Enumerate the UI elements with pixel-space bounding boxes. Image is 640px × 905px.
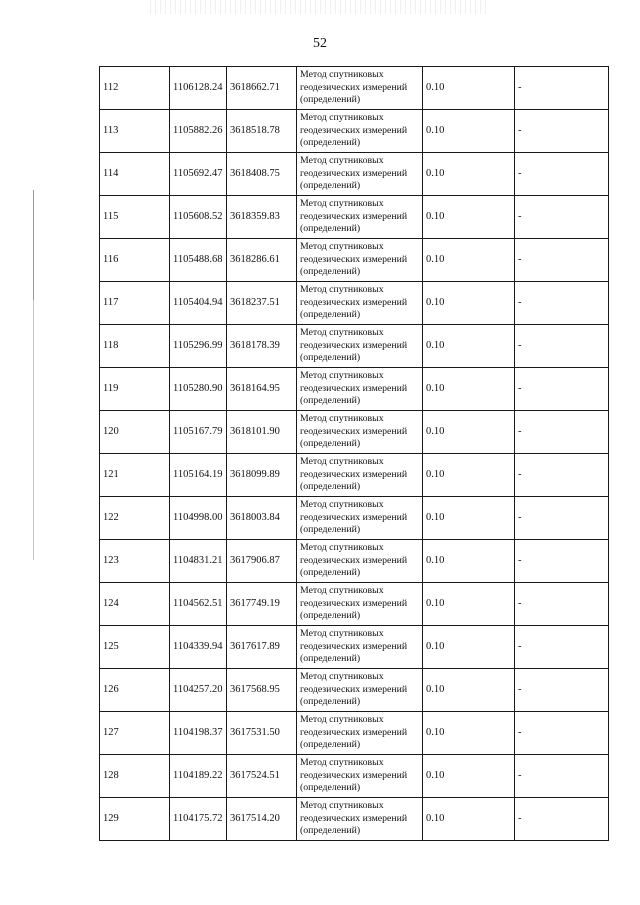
y-coordinate-cell: 3617749.19 [227, 583, 297, 626]
x-coordinate-cell: 1104998.00 [170, 497, 227, 540]
x-coordinate-cell: 1105608.52 [170, 196, 227, 239]
accuracy-cell: 0.10 [423, 110, 515, 153]
accuracy-cell: 0.10 [423, 67, 515, 110]
y-coordinate-cell: 3618359.83 [227, 196, 297, 239]
accuracy-cell: 0.10 [423, 454, 515, 497]
x-coordinate-cell: 1105164.19 [170, 454, 227, 497]
x-coordinate-cell: 1104198.37 [170, 712, 227, 755]
x-coordinate-cell: 1104562.51 [170, 583, 227, 626]
point-number-cell: 121 [100, 454, 170, 497]
y-coordinate-cell: 3618518.78 [227, 110, 297, 153]
method-cell: Метод спутниковых геодезических измерений (определений) [297, 67, 423, 110]
table-row [100, 239, 609, 282]
point-number-cell: 115 [100, 196, 170, 239]
x-coordinate-cell: 1104257.20 [170, 669, 227, 712]
x-coordinate-cell: 1105404.94 [170, 282, 227, 325]
extra-cell: - [515, 411, 609, 454]
method-cell: Метод спутниковых геодезических измерений (определений) [297, 626, 423, 669]
extra-cell: - [515, 497, 609, 540]
y-coordinate-cell: 3618003.84 [227, 497, 297, 540]
table-row [100, 282, 609, 325]
x-coordinate-cell: 1104831.21 [170, 540, 227, 583]
table-row [100, 798, 609, 841]
table-row [100, 540, 609, 583]
method-cell: Метод спутниковых геодезических измерений (определений) [297, 454, 423, 497]
table-row [100, 583, 609, 626]
method-cell: Метод спутниковых геодезических измерений (определений) [297, 755, 423, 798]
y-coordinate-cell: 3618101.90 [227, 411, 297, 454]
y-coordinate-cell: 3618178.39 [227, 325, 297, 368]
table-row [100, 67, 609, 110]
x-coordinate-cell: 1105167.79 [170, 411, 227, 454]
accuracy-cell: 0.10 [423, 325, 515, 368]
extra-cell: - [515, 282, 609, 325]
scan-noise [150, 0, 490, 14]
y-coordinate-cell: 3617524.51 [227, 755, 297, 798]
table-row [100, 325, 609, 368]
extra-cell: - [515, 755, 609, 798]
margin-mark [33, 190, 34, 300]
point-number-cell: 127 [100, 712, 170, 755]
extra-cell: - [515, 454, 609, 497]
x-coordinate-cell: 1105882.26 [170, 110, 227, 153]
accuracy-cell: 0.10 [423, 755, 515, 798]
point-number-cell: 126 [100, 669, 170, 712]
coordinates-table [99, 66, 609, 841]
table-row [100, 368, 609, 411]
table-row [100, 669, 609, 712]
table-row [100, 454, 609, 497]
extra-cell: - [515, 583, 609, 626]
x-coordinate-cell: 1104189.22 [170, 755, 227, 798]
extra-cell: - [515, 325, 609, 368]
table-row [100, 110, 609, 153]
table-row [100, 712, 609, 755]
x-coordinate-cell: 1105280.90 [170, 368, 227, 411]
extra-cell: - [515, 239, 609, 282]
method-cell: Метод спутниковых геодезических измерений (определений) [297, 239, 423, 282]
accuracy-cell: 0.10 [423, 798, 515, 841]
method-cell: Метод спутниковых геодезических измерений (определений) [297, 153, 423, 196]
table-row [100, 755, 609, 798]
method-cell: Метод спутниковых геодезических измерений (определений) [297, 798, 423, 841]
accuracy-cell: 0.10 [423, 669, 515, 712]
extra-cell: - [515, 540, 609, 583]
method-cell: Метод спутниковых геодезических измерений (определений) [297, 669, 423, 712]
point-number-cell: 114 [100, 153, 170, 196]
x-coordinate-cell: 1105488.68 [170, 239, 227, 282]
y-coordinate-cell: 3617617.89 [227, 626, 297, 669]
accuracy-cell: 0.10 [423, 196, 515, 239]
point-number-cell: 122 [100, 497, 170, 540]
table-body [100, 67, 609, 841]
y-coordinate-cell: 3617531.50 [227, 712, 297, 755]
y-coordinate-cell: 3617906.87 [227, 540, 297, 583]
accuracy-cell: 0.10 [423, 540, 515, 583]
y-coordinate-cell: 3618099.89 [227, 454, 297, 497]
x-coordinate-cell: 1106128.24 [170, 67, 227, 110]
accuracy-cell: 0.10 [423, 368, 515, 411]
extra-cell: - [515, 626, 609, 669]
table-row [100, 196, 609, 239]
extra-cell: - [515, 712, 609, 755]
table-row [100, 411, 609, 454]
x-coordinate-cell: 1105692.47 [170, 153, 227, 196]
extra-cell: - [515, 110, 609, 153]
table-row [100, 497, 609, 540]
y-coordinate-cell: 3618286.61 [227, 239, 297, 282]
point-number-cell: 116 [100, 239, 170, 282]
point-number-cell: 123 [100, 540, 170, 583]
point-number-cell: 113 [100, 110, 170, 153]
extra-cell: - [515, 669, 609, 712]
accuracy-cell: 0.10 [423, 712, 515, 755]
method-cell: Метод спутниковых геодезических измерений (определений) [297, 282, 423, 325]
x-coordinate-cell: 1105296.99 [170, 325, 227, 368]
extra-cell: - [515, 67, 609, 110]
extra-cell: - [515, 153, 609, 196]
accuracy-cell: 0.10 [423, 626, 515, 669]
accuracy-cell: 0.10 [423, 497, 515, 540]
method-cell: Метод спутниковых геодезических измерений (определений) [297, 583, 423, 626]
table-row [100, 626, 609, 669]
point-number-cell: 125 [100, 626, 170, 669]
y-coordinate-cell: 3618408.75 [227, 153, 297, 196]
y-coordinate-cell: 3618237.51 [227, 282, 297, 325]
y-coordinate-cell: 3618164.95 [227, 368, 297, 411]
page-number: 52 [313, 36, 327, 51]
point-number-cell: 118 [100, 325, 170, 368]
accuracy-cell: 0.10 [423, 583, 515, 626]
point-number-cell: 119 [100, 368, 170, 411]
method-cell: Метод спутниковых геодезических измерений (определений) [297, 540, 423, 583]
accuracy-cell: 0.10 [423, 239, 515, 282]
point-number-cell: 112 [100, 67, 170, 110]
point-number-cell: 117 [100, 282, 170, 325]
method-cell: Метод спутниковых геодезических измерений (определений) [297, 110, 423, 153]
x-coordinate-cell: 1104175.72 [170, 798, 227, 841]
y-coordinate-cell: 3617568.95 [227, 669, 297, 712]
point-number-cell: 120 [100, 411, 170, 454]
extra-cell: - [515, 196, 609, 239]
extra-cell: - [515, 798, 609, 841]
method-cell: Метод спутниковых геодезических измерений (определений) [297, 411, 423, 454]
accuracy-cell: 0.10 [423, 411, 515, 454]
point-number-cell: 128 [100, 755, 170, 798]
method-cell: Метод спутниковых геодезических измерений (определений) [297, 196, 423, 239]
x-coordinate-cell: 1104339.94 [170, 626, 227, 669]
method-cell: Метод спутниковых геодезических измерений (определений) [297, 497, 423, 540]
method-cell: Метод спутниковых геодезических измерений (определений) [297, 325, 423, 368]
y-coordinate-cell: 3618662.71 [227, 67, 297, 110]
y-coordinate-cell: 3617514.20 [227, 798, 297, 841]
method-cell: Метод спутниковых геодезических измерений (определений) [297, 712, 423, 755]
point-number-cell: 129 [100, 798, 170, 841]
margin-mark [33, 300, 34, 560]
table-row [100, 153, 609, 196]
method-cell: Метод спутниковых геодезических измерений (определений) [297, 368, 423, 411]
accuracy-cell: 0.10 [423, 282, 515, 325]
point-number-cell: 124 [100, 583, 170, 626]
accuracy-cell: 0.10 [423, 153, 515, 196]
extra-cell: - [515, 368, 609, 411]
